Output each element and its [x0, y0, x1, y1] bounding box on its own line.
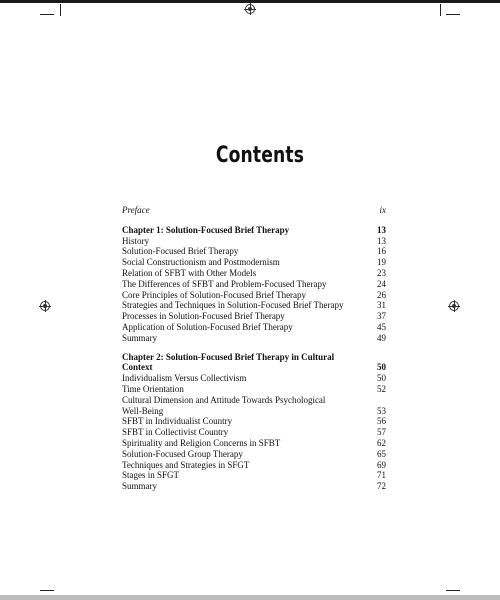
toc-entry[interactable]: [122, 268, 386, 279]
toc-entry[interactable]: [122, 449, 386, 460]
toc-entry[interactable]: [122, 322, 386, 333]
section-gap: [122, 344, 386, 352]
toc-entry-label: Spirituality and Religion Concerns in SFBT: [122, 437, 281, 448]
crop-mark-top-right-v: [440, 4, 441, 16]
toc-entry[interactable]: [122, 460, 386, 471]
toc-page-number: 72: [377, 481, 386, 492]
bottom-border: [0, 595, 500, 600]
toc-entry[interactable]: [122, 384, 386, 395]
toc-entry-label: Strategies and Techniques in Solution-Focused Brief Therapy: [122, 300, 344, 311]
toc-entry[interactable]: [122, 333, 386, 344]
toc-entry-label: Social Constructionism and Postmodernism: [122, 257, 280, 268]
toc-page-number: 23: [377, 267, 386, 278]
toc-entry-label: Cultural Dimension and Attitude Towards Psychological: [122, 394, 326, 405]
toc-entry-label: Solution-Focused Brief Therapy: [122, 246, 239, 257]
toc-entry[interactable]: [122, 481, 386, 492]
toc-entry-label: Techniques and Strategies in SFGT: [122, 459, 250, 470]
toc-entry[interactable]: [122, 438, 386, 449]
toc-entry-label: History: [122, 235, 149, 246]
toc-page-number: 24: [377, 278, 386, 289]
toc-entry[interactable]: [122, 246, 386, 257]
toc-page-number: 45: [377, 321, 386, 332]
crop-mark-bottom-right-h: [446, 590, 460, 591]
toc-page-number: 62: [377, 437, 386, 448]
toc-page-number: 53: [377, 405, 386, 416]
toc-page-number: 56: [377, 416, 386, 427]
toc-page-number: 49: [377, 332, 386, 343]
toc-entry-label: SFBT in Individualist Country: [122, 416, 233, 427]
crop-mark-top-right-h: [446, 14, 460, 15]
toc-entry-label: Core Principles of Solution-Focused Brief Therapy: [122, 289, 307, 300]
toc-entry[interactable]: [122, 427, 386, 438]
toc-entry-label: Solution-Focused Group Therapy: [122, 448, 243, 459]
toc-page-number: 31: [377, 300, 386, 311]
toc-entry-label: Summary: [122, 481, 157, 492]
crop-mark-bottom-left-h: [40, 590, 54, 591]
page-title: Contents: [215, 143, 305, 168]
crop-mark-top-left-v: [60, 4, 61, 16]
registration-mark-right-icon: [449, 301, 459, 311]
toc-entry[interactable]: [122, 300, 386, 311]
toc-entry-label: Stages in SFGT: [122, 470, 180, 481]
toc-entry[interactable]: [122, 279, 386, 290]
toc-preface[interactable]: [122, 205, 386, 216]
toc-entry[interactable]: [122, 290, 386, 301]
toc-entry[interactable]: [122, 311, 386, 322]
toc-entry-label: Individualism Versus Collectivism: [122, 373, 247, 384]
toc-chapter-2[interactable]: [122, 352, 386, 374]
toc-page-number: 69: [377, 459, 386, 470]
toc-entry[interactable]: [122, 470, 386, 481]
table-of-contents: [122, 205, 386, 492]
toc-entry-label: Well-Being: [122, 405, 164, 416]
toc-page-number: 71: [377, 470, 386, 481]
toc-page-number: 52: [377, 383, 386, 394]
registration-mark-top-icon: [245, 4, 255, 14]
chapter-title: Chapter 1: Solution-Focused Brief Therapy: [122, 224, 290, 235]
toc-page-number: 13: [377, 224, 386, 235]
toc-entry-label: Application of Solution-Focused Brief Therapy: [122, 321, 293, 332]
toc-page-number: 65: [377, 448, 386, 459]
toc-page-number: 16: [377, 246, 386, 257]
toc-entry[interactable]: [122, 257, 386, 268]
toc-entry-label: Time Orientation: [122, 383, 184, 394]
toc-page-number: 37: [377, 311, 386, 322]
chapter-title-line-1: Chapter 2: Solution-Focused Brief Therapy in Cultural: [122, 351, 335, 362]
toc-entry[interactable]: [122, 373, 386, 384]
chapter-title-line-2: Context: [122, 362, 153, 373]
toc-page-number: 13: [377, 235, 386, 246]
toc-page-number: 19: [377, 257, 386, 268]
toc-entry-label: SFBT in Collectivist Country: [122, 427, 229, 438]
toc-entry-label: Processes in Solution-Focused Brief Therapy: [122, 311, 285, 322]
toc-entry-label: Preface: [122, 205, 150, 215]
toc-entry-label: Relation of SFBT with Other Models: [122, 267, 257, 278]
toc-page-number: 50: [377, 373, 386, 384]
toc-entry[interactable]: [122, 406, 386, 417]
toc-entry-label: Summary: [122, 332, 157, 343]
toc-entry[interactable]: [122, 236, 386, 247]
toc-page-number: ix: [379, 205, 386, 215]
toc-entry-label: The Differences of SFBT and Problem-Focused Therapy: [122, 278, 327, 289]
toc-page-number: 26: [377, 289, 386, 300]
registration-mark-left-icon: [40, 301, 50, 311]
toc-chapter-1[interactable]: [122, 225, 386, 236]
crop-mark-top-left-h: [40, 14, 54, 15]
toc-page-number: 50: [377, 362, 386, 373]
toc-page-number: 57: [377, 427, 386, 438]
toc-entry[interactable]: [122, 416, 386, 427]
toc-entry[interactable]: [122, 395, 386, 406]
